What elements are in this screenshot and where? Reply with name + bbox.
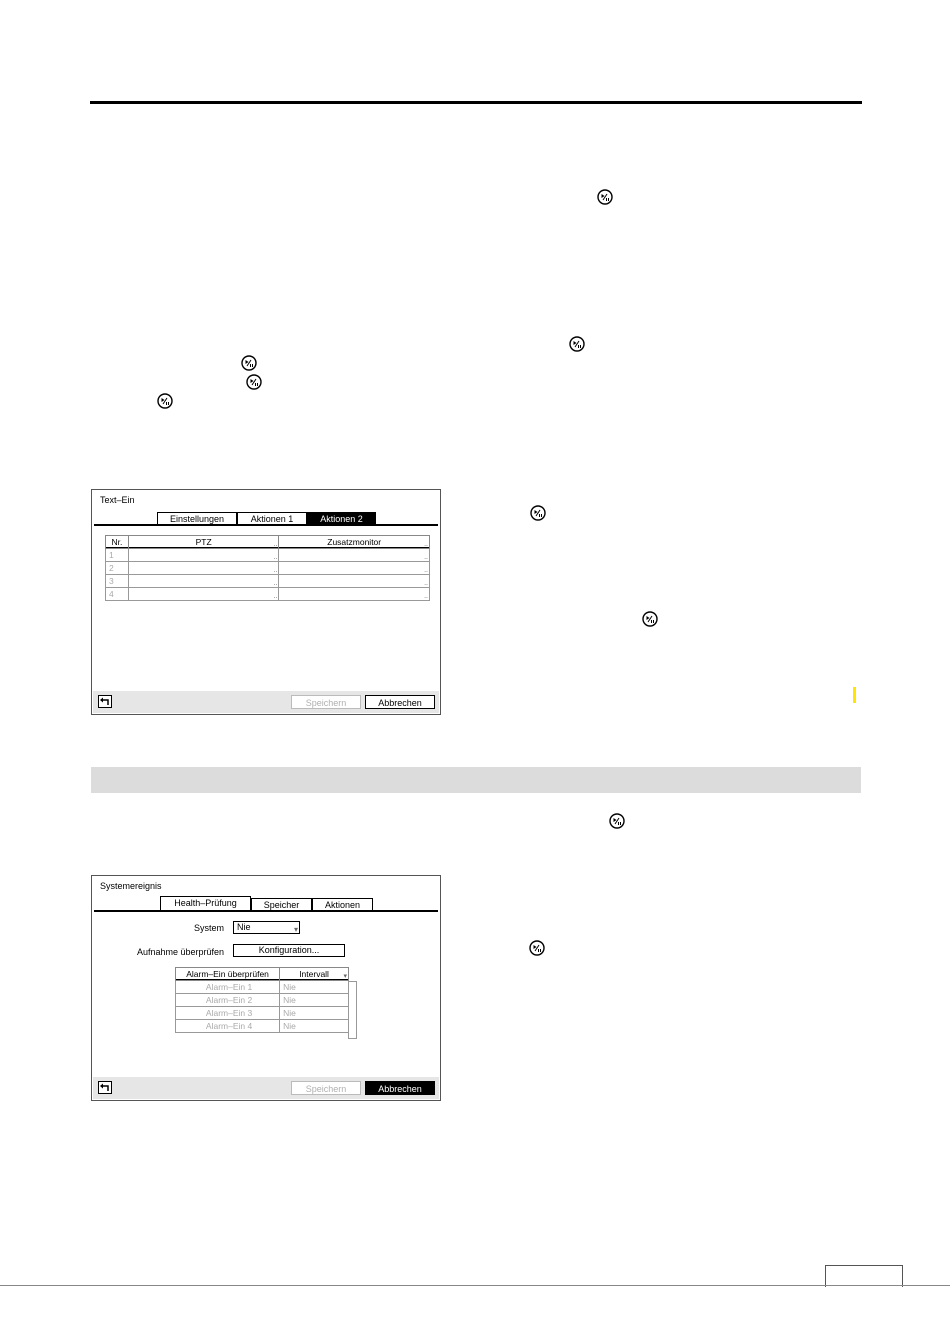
table-row [106, 549, 430, 562]
configuration-button[interactable]: Konfiguration... [233, 944, 345, 957]
dialog-footer [93, 1077, 439, 1099]
back-button[interactable] [98, 695, 112, 708]
play-pause-icon [246, 374, 262, 390]
save-button[interactable]: Speichern [291, 695, 361, 709]
highlight-mark [853, 687, 856, 703]
system-label: System [193, 923, 224, 933]
table-row [106, 562, 430, 575]
monitor-cell[interactable]: .. [279, 562, 430, 575]
play-pause-icon [569, 336, 585, 352]
actions-table [105, 535, 430, 601]
header-rule [90, 101, 862, 104]
text-in-dialog [91, 489, 441, 715]
page-number-tab [825, 1265, 903, 1287]
alarm-check-table [175, 967, 349, 1033]
play-pause-icon [241, 355, 257, 371]
interval-cell[interactable]: Nie [280, 1007, 349, 1020]
monitor-cell[interactable]: .. [279, 588, 430, 601]
tab-einstellungen[interactable]: Einstellungen [157, 512, 237, 525]
tab-aktionen[interactable]: Aktionen [312, 898, 373, 911]
table-scrollbar[interactable] [348, 981, 357, 1039]
table-row [176, 1007, 349, 1020]
ptz-cell[interactable]: .. [128, 549, 278, 562]
cancel-button[interactable]: Abbrechen [365, 1081, 435, 1095]
monitor-cell[interactable]: .. [279, 575, 430, 588]
save-button[interactable]: Speichern [291, 1081, 361, 1095]
column-header-ptz[interactable]: PTZ .. [128, 536, 278, 549]
system-select[interactable]: Nie ▾ [233, 921, 300, 934]
alarm-name-cell: Alarm–Ein 1 [176, 981, 280, 994]
play-pause-icon [529, 940, 545, 956]
play-pause-icon [609, 813, 625, 829]
return-icon [99, 696, 111, 707]
tab-aktionen-1[interactable]: Aktionen 1 [237, 512, 307, 525]
tab-aktionen-2[interactable]: Aktionen 2 [307, 512, 376, 525]
cancel-button[interactable]: Abbrechen [365, 695, 435, 709]
dialog-title: Text–Ein [100, 495, 135, 505]
table-row [176, 981, 349, 994]
interval-cell[interactable]: Nie [280, 994, 349, 1007]
row-number: 3 [106, 575, 129, 588]
ptz-cell[interactable]: .. [128, 588, 278, 601]
interval-cell[interactable]: Nie [280, 1020, 349, 1033]
section-heading-bar [91, 767, 861, 793]
ptz-cell[interactable]: .. [128, 562, 278, 575]
column-header-alarm: Alarm–Ein überprüfen [176, 968, 280, 981]
tab-divider [94, 910, 438, 912]
monitor-cell[interactable]: .. [279, 549, 430, 562]
row-number: 1 [106, 549, 129, 562]
alarm-name-cell: Alarm–Ein 3 [176, 1007, 280, 1020]
play-pause-icon [642, 611, 658, 627]
system-event-dialog [91, 875, 441, 1101]
alarm-name-cell: Alarm–Ein 4 [176, 1020, 280, 1033]
table-row [106, 588, 430, 601]
table-row [176, 1020, 349, 1033]
alarm-name-cell: Alarm–Ein 2 [176, 994, 280, 1007]
dialog-title: Systemereignis [100, 881, 162, 891]
record-check-label: Aufnahme überprüfen [136, 947, 224, 957]
tab-divider [94, 524, 438, 526]
interval-cell[interactable]: Nie [280, 981, 349, 994]
table-row [176, 994, 349, 1007]
row-number: 4 [106, 588, 129, 601]
ptz-cell[interactable]: .. [128, 575, 278, 588]
play-pause-icon [157, 393, 173, 409]
column-header-nr: Nr. [106, 536, 129, 549]
table-row [106, 575, 430, 588]
column-header-zusatzmonitor[interactable]: Zusatzmonitor .. [279, 536, 430, 549]
play-pause-icon [530, 505, 546, 521]
play-pause-icon [597, 189, 613, 205]
row-number: 2 [106, 562, 129, 575]
tab-health-pruefung[interactable]: Health–Prüfung [160, 896, 251, 911]
back-button[interactable] [98, 1081, 112, 1094]
footer-rule [0, 1285, 950, 1286]
tab-speicher[interactable]: Speicher [251, 898, 312, 911]
dialog-footer [93, 691, 439, 713]
column-header-interval[interactable]: Intervall ▾ [280, 968, 349, 981]
return-icon [99, 1082, 111, 1093]
